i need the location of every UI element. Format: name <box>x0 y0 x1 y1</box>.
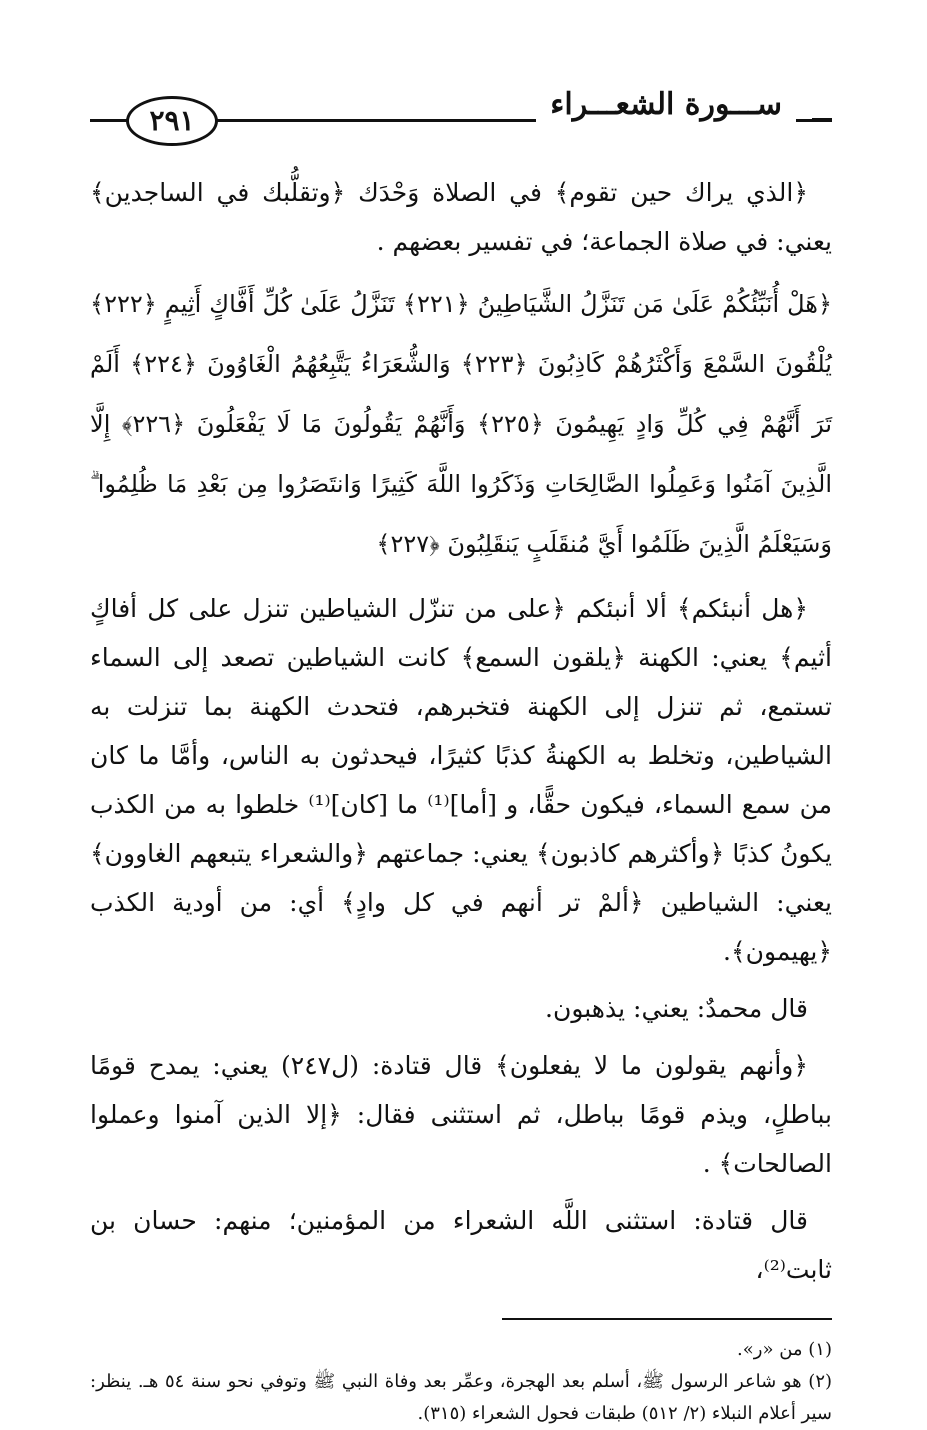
footnotes <box>90 1334 832 1430</box>
header-dash <box>812 118 832 121</box>
quran-verses: ﴿هَلْ أُنَبِّئُكُمْ عَلَىٰ مَن تَنَزَّلُ الشَّيَاطِينُ ﴿٢٢١﴾ تَنَزَّلُ عَلَىٰ كُلِّ أَفَّاكٍ أَثِيمٍ ﴿٢٢٢﴾ يُلْقُونَ السَّمْعَ وَأَكْثَرُهُمْ كَاذِبُونَ ﴿٢٢٣﴾ وَالشُّعَرَاءُ يَتَّبِعُهُمُ الْغَاوُونَ ﴿٢٢٤﴾ أَلَمْ تَرَ أَنَّهُمْ فِي كُلِّ وَادٍ يَهِيمُونَ ﴿٢٢٥﴾ وَأَنَّهُمْ يَقُولُونَ مَا لَا يَفْعَلُونَ ﴿٢٢٦﴾ إِلَّا الَّذِينَ آمَنُوا وَعَمِلُوا الصَّالِحَاتِ وَذَكَرُوا اللَّهَ كَثِيرًا وَانتَصَرُوا مِن بَعْدِ مَا ظُلِمُوا ۗ وَسَيَعْلَمُ الَّذِينَ ظَلَمُوا أَيَّ مُنقَلَبٍ يَنقَلِبُونَ ﴿٢٢٧﴾ <box>90 290 833 558</box>
footnote: (١) من «ر». <box>737 1339 832 1360</box>
page-number: ٢٩١ <box>126 96 218 146</box>
intro-paragraph: ﴿الذي يراك حين تقوم﴾ في الصلاة وَحْدَك ﴿وتقلُّبك في الساجدين﴾ يعني: في صلاة الجماعة؛ في تفسير بعضهم . <box>90 178 832 256</box>
page-content <box>90 168 832 1430</box>
surah-title: ســـورة الشعـــراء <box>536 82 796 128</box>
commentary-paragraph: ﴿وأنهم يقولون ما لا يفعلون﴾ قال قتادة: (ل٢٤٧) يعني: يمدح قومًا بباطلٍ، ويذم قومًا بباطل، ثم استثنى فقال: ﴿إلا الذين آمنوا وعملوا الصالحات﴾ . <box>90 1051 832 1178</box>
page-header <box>90 70 832 144</box>
commentary-paragraph: ﴿هل أنبئكم﴾ ألا أنبئكم ﴿على من تنزّل الشياطين تنزل على كل أفاكٍ أثيم﴾ يعني: الكهنة ﴿يلقون السمع﴾ كانت الشياطين تصعد إلى السماء تستمع، ثم تنزل إلى الكهنة فتخبرهم، فتحدث الكهنة بما تنزلت به الشياطين، وتخلط به الكهنةُ كذبًا كثيرًا، فيحدثون به الناس، وأمَّا ما كان من سمع السماء، فيكون حقًّا، و [أما]⁽¹⁾ ما [كان]⁽¹⁾ خلطوا به من الكذب يكونُ كذبًا ﴿وأكثرهم كاذبون﴾ يعني: جماعتهم ﴿والشعراء يتبعهم الغاوون﴾ يعني: الشياطين ﴿ألمْ تر أنهم في كل وادٍ﴾ أي: من أودية الكذب ﴿يهيمون﴾. <box>90 594 832 966</box>
commentary-paragraph: قال قتادة: استثنى اللَّه الشعراء من المؤمنين؛ منهم: حسان بن ثابت⁽²⁾، <box>90 1206 832 1284</box>
footnote-separator <box>502 1318 832 1320</box>
book-page <box>90 70 833 1424</box>
footnote: (٢) هو شاعر الرسول ﷺ، أسلم بعد الهجرة، وعمِّر بعد وفاة النبي ﷺ وتوفي نحو سنة ٥٤ هـ. ينظر: سير أعلام النبلاء (٢/ ٥١٢) طبقات فحول الشعراء (٣١٥). <box>90 1371 833 1424</box>
footnote-separator-wrap <box>90 1302 832 1334</box>
commentary-paragraph: قال محمدٌ: يعني: يذهبون. <box>545 994 808 1023</box>
